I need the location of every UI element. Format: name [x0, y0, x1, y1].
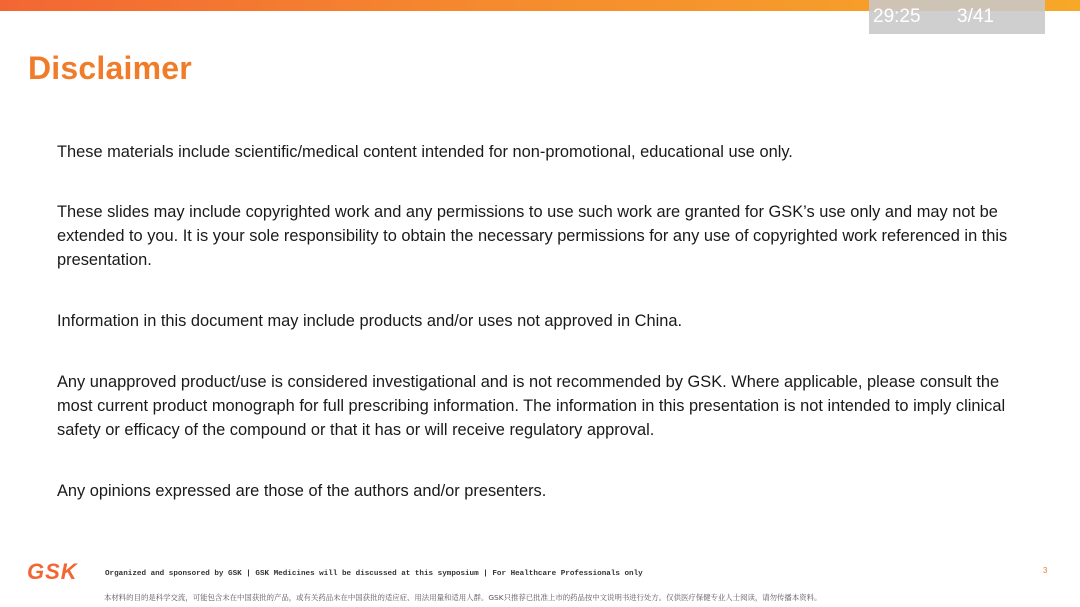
presentation-timer-overlay	[869, 0, 1045, 34]
disclaimer-paragraph: Any unapproved product/use is considered investigational and is not recommended by GSK. Where applicable, please consult the most current product monograph for full prescribing information. The information in this presentation is not intended to imply clinical safety or efficacy of the compound or that it has or will receive regulatory approval.	[57, 373, 1006, 439]
slide-counter: 3/41	[957, 6, 994, 27]
page-number: 3	[1043, 566, 1048, 575]
disclaimer-paragraph: These materials include scientific/medical content intended for non-promotional, educational use only.	[57, 143, 793, 161]
elapsed-time: 29:25	[873, 6, 921, 27]
gsk-logo: GSK	[27, 559, 78, 584]
disclaimer-paragraph: Any opinions expressed are those of the authors and/or presenters.	[57, 482, 547, 500]
disclaimer-paragraph: These slides may include copyrighted work and any permissions to use such work are granted for GSK’s use only and may not be extended to you. It is your sole responsibility to obtain the necessary permissions for any use of copyrighted work referenced in this presentation.	[57, 203, 1008, 269]
slide-title: Disclaimer	[28, 50, 192, 86]
sponsor-footer-text: Organized and sponsored by GSK | GSK Medicines will be discussed at this symposium | For Healthcare Professionals only	[105, 570, 643, 578]
disclaimer-paragraph: Information in this document may include products and/or uses not approved in China.	[57, 312, 683, 330]
chinese-footer-text: 本材料的目的是科学交流，可能包含未在中国获批的产品，或有关药品未在中国获批的适应症、用法用量和适用人群。GSK只推荐已批准上市的药品按中文说明书进行处方。仅供医疗保健专业人士阅读，请勿传播本资料。	[104, 593, 822, 602]
